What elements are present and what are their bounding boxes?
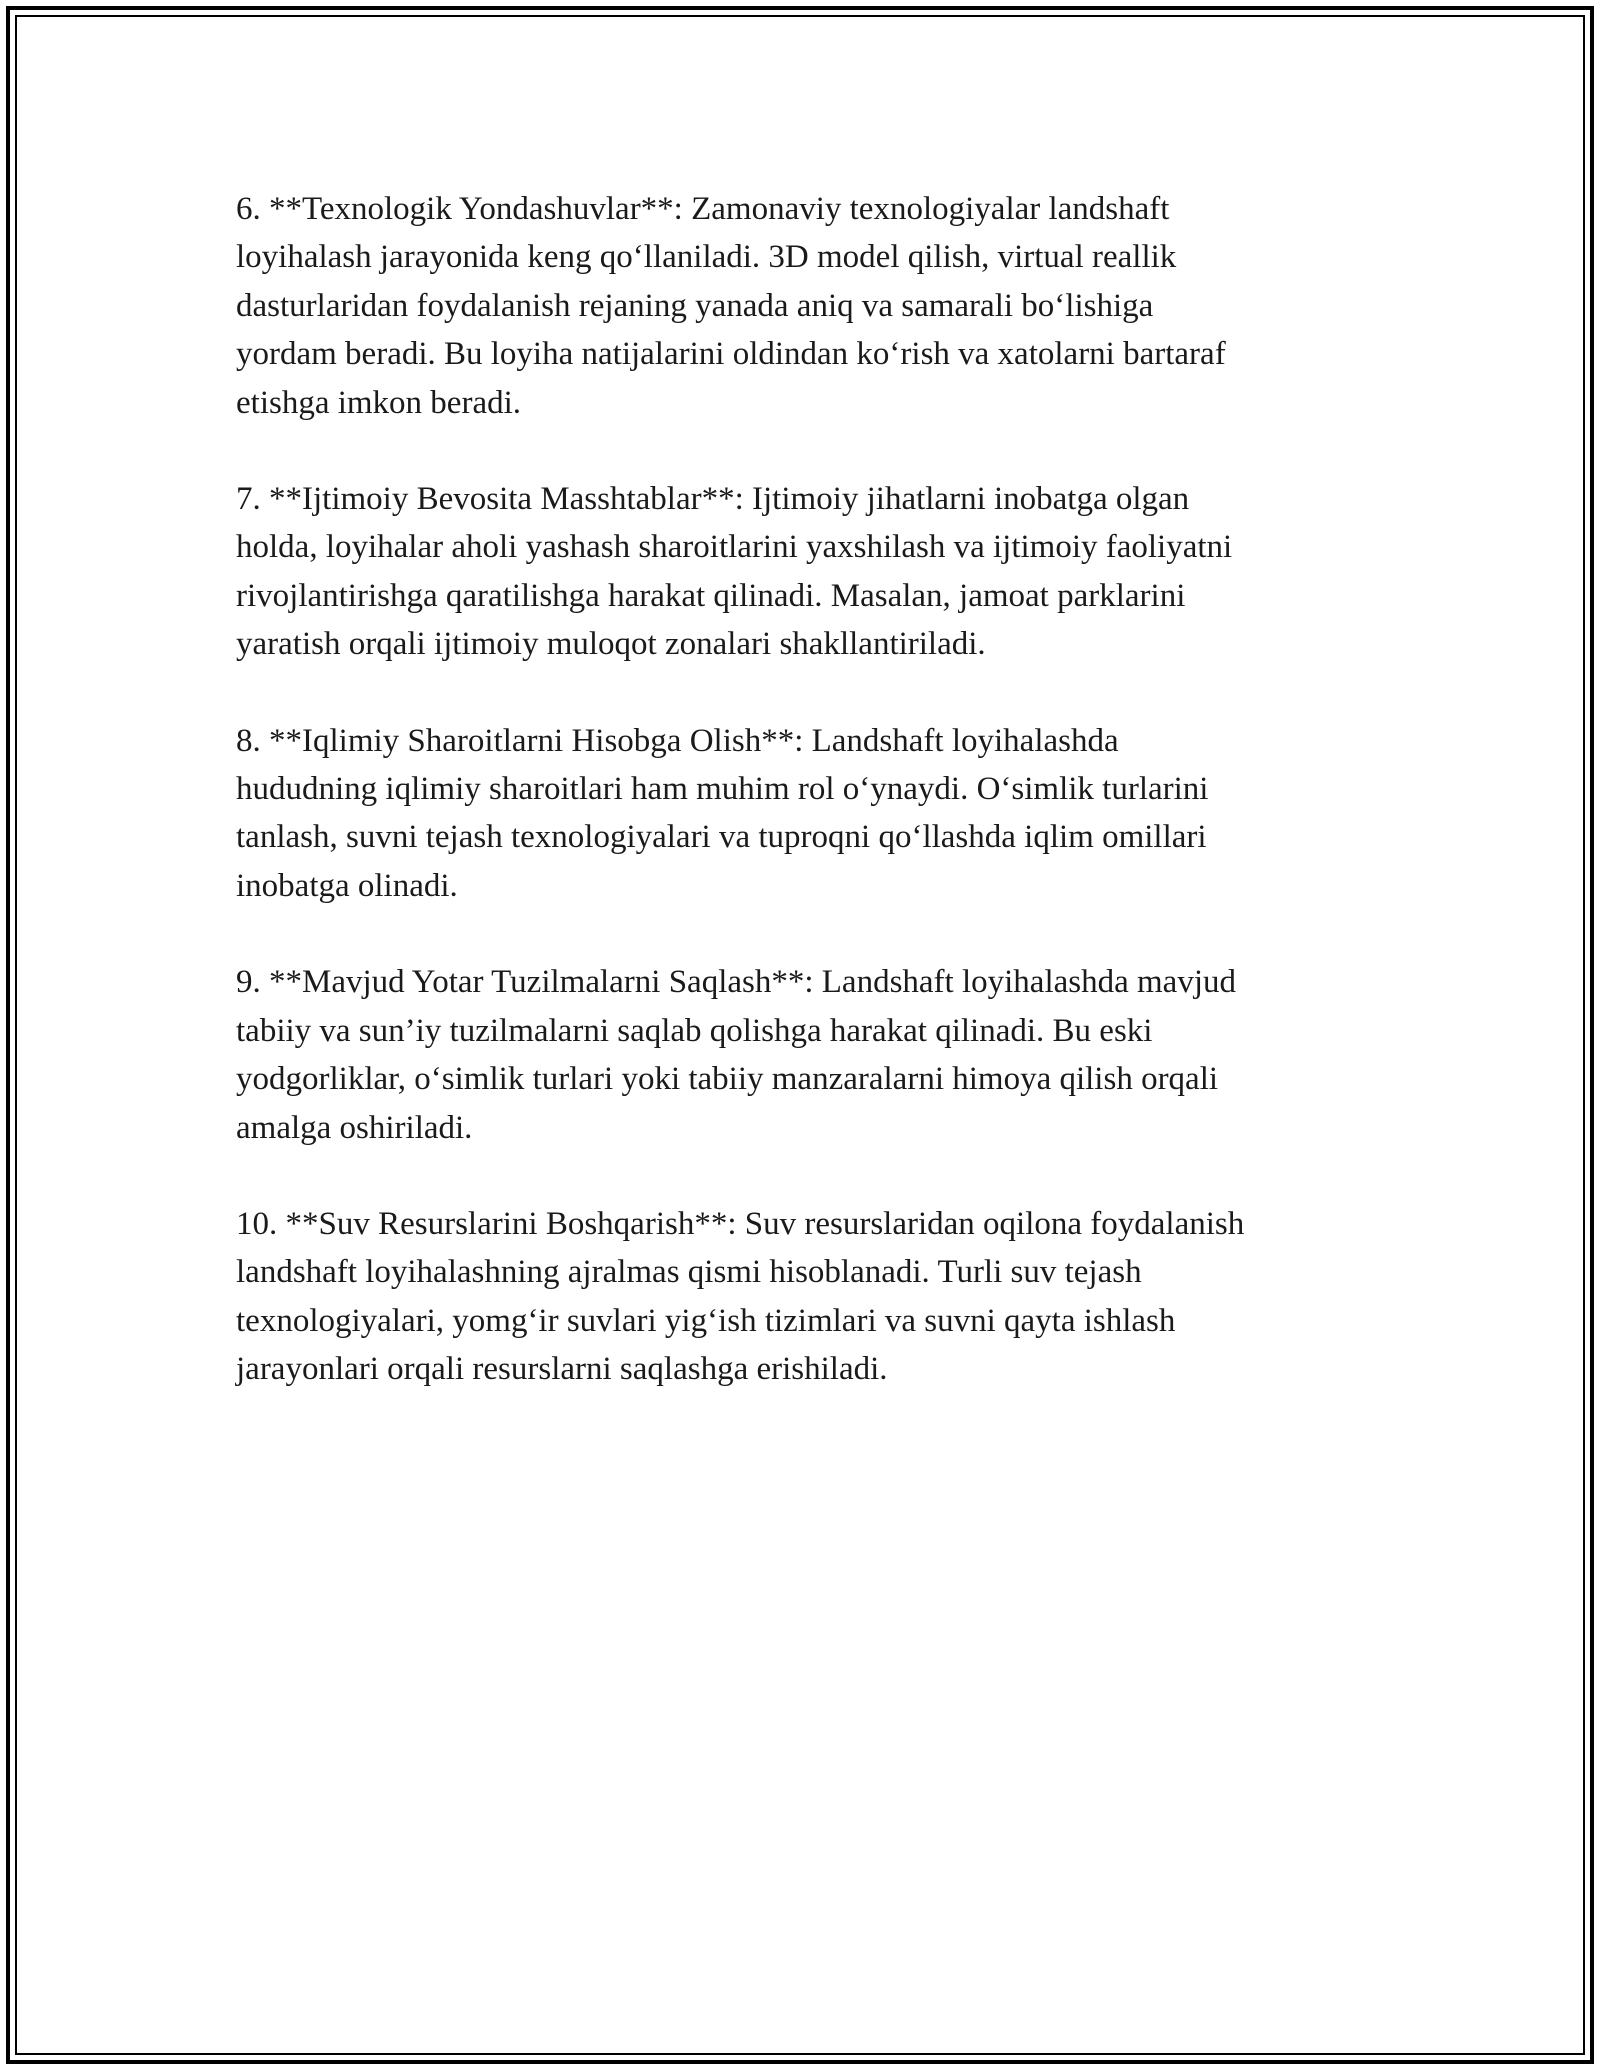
paragraph-8: 8. **Iqlimiy Sharoitlarni Hisobga Olish**: Landshaft loyihalashda hududning iqlimiy sharoitlari ham muhim rol o‘ynaydi. O‘simlik turlarini tanlash, suvni tejash texnologiyalari va tuproqni qo‘llashda iqlim omillari inobatga olinadi. bbox=[236, 722, 1209, 904]
document-body bbox=[236, 185, 1366, 1442]
paragraph-6: 6. **Texnologik Yondashuvlar**: Zamonaviy texnologiyalar landshaft loyihalash jarayonida keng qo‘llaniladi. 3D model qilish, virtual reallik dasturlaridan foydalanish rejaning yanada aniq va samarali bo‘lishiga yordam beradi. Bu loyiha natijalarini oldindan ko‘rish va xatolarni bartaraf etishga imkon beradi. bbox=[236, 191, 1226, 421]
paragraph-10: 10. **Suv Resurslarini Boshqarish**: Suv resurslaridan oqilona foydalanish landshaft loyihalashning ajralmas qismi hisoblanadi. Turli suv tejash texnologiyalari, yomg‘ir suvlari yig‘ish tizimlari va suvni qayta ishlash jarayonlari orqali resurslarni saqlashga erishiladi. bbox=[236, 1205, 1245, 1388]
paragraph-7: 7. **Ijtimoiy Bevosita Masshtablar**: Ijtimoiy jihatlarni inobatga olgan holda, loyihalar aholi yashash sharoitlarini yaxshilash va ijtimoiy faoliyatni rivojlantirishga qaratilishga harakat qilinadi. Masalan, jamoat parklarini yaratish orqali ijtimoiy muloqot zonalari shakllantiriladi. bbox=[236, 481, 1233, 663]
paragraph-9: 9. **Mavjud Yotar Tuzilmalarni Saqlash**: Landshaft loyihalashda mavjud tabiiy va sun’iy tuzilmalarni saqlab qolishga harakat qilinadi. Bu eski yodgorliklar, o‘simlik turlari yoki tabiiy manzaralarni himoya qilish orqali amalga oshiriladi. bbox=[236, 964, 1236, 1146]
